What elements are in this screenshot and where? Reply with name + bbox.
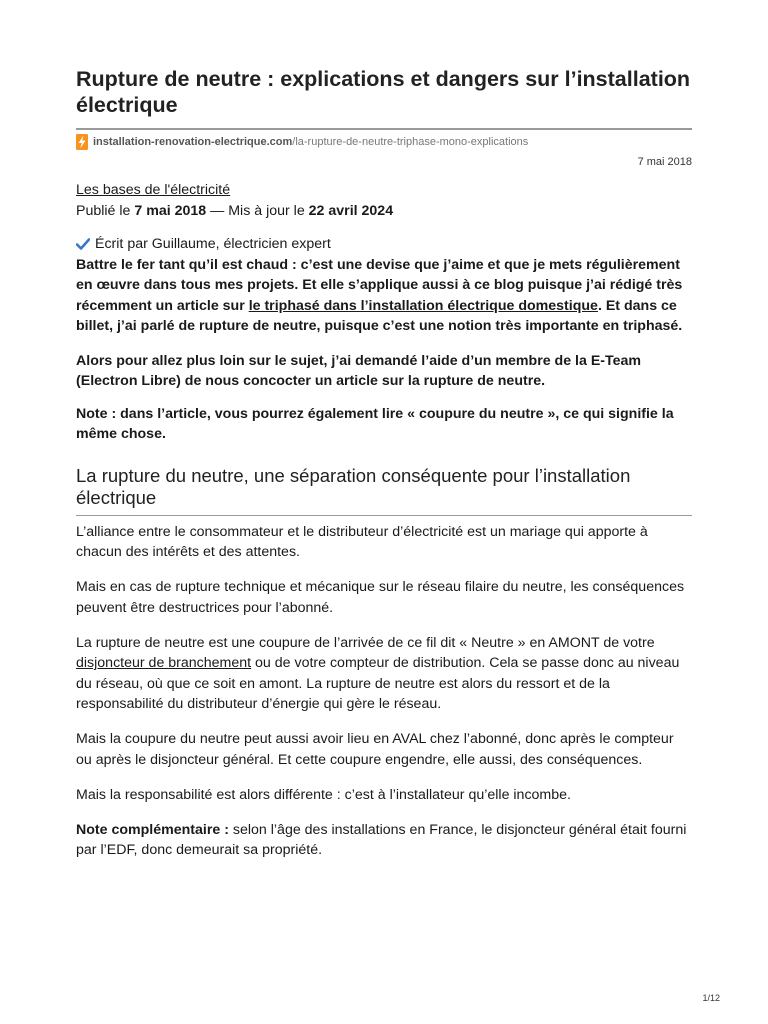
intro-text-b: . Et dans ce billet, j’ai parlé de rupture de neutre, puisque c’est une notion très importante en triphasé.: [76, 297, 683, 334]
paragraph-2: Mais en cas de rupture technique et mécanique sur le réseau filaire du neutre, les conséquences peuvent être destructrices pour l’abonné.: [76, 579, 685, 616]
author-text: Écrit par Guillaume, électricien expert: [95, 236, 331, 252]
title-divider: [76, 128, 692, 130]
intro-paragraph-2: Alors pour allez plus loin sur le sujet, j’ai demandé l’aide d’un membre de la E-Team (Electron Libre) de nous concocter un article sur la rupture de neutre.: [76, 352, 642, 389]
paragraph-4: Mais la coupure du neutre peut aussi avoir lieu en AVAL chez l’abonné, donc après le compteur ou après le disjoncteur général. Et cette coupure engendre, elle aussi, des conséquences.: [76, 731, 674, 768]
note-label: Note complémentaire :: [76, 821, 229, 838]
page-number: 1/12: [702, 993, 720, 1003]
lightning-logo-icon: [76, 134, 88, 150]
paragraph-3-text-a: La rupture de neutre est une coupure de l’arrivée de ce fil dit « Neutre » en AMONT de votre: [76, 634, 655, 651]
triphase-link[interactable]: le triphasé dans l’installation électrique domestique: [248, 297, 598, 314]
published-prefix: Publié le: [76, 202, 135, 219]
checkmark-icon: [76, 238, 90, 250]
section-heading: La rupture du neutre, une séparation conséquente pour l’installation électrique: [76, 464, 631, 508]
category-link-text[interactable]: Les bases de l'électricité: [76, 182, 231, 198]
updated-prefix: — Mis à jour le: [206, 202, 309, 219]
publish-info: [76, 201, 692, 222]
section-divider: [76, 515, 692, 516]
article-title: Rupture de neutre : explications et dangers sur l’installation électrique: [76, 67, 691, 117]
paragraph-1: L’alliance entre le consommateur et le distributeur d’électricité est un mariage qui apporte à chacun des intérêts et des attentes.: [76, 523, 648, 560]
document-page: [76, 66, 692, 875]
category-link: [76, 180, 692, 201]
paragraph-6: [76, 820, 692, 861]
paragraph-3-text-b: ou de votre compteur de distribution. Cela se passe donc au niveau du réseau, où que ce soit en amont. La rupture de neutre est alors du ressort et de la responsabilité du distributeur d’énergie qui gère le réseau.: [76, 655, 680, 712]
capture-date: 7 mai 2018: [637, 156, 692, 168]
intro-note: Note : dans l’article, vous pourrez également lire « coupure du neutre », ce qui signifie la même chose.: [76, 405, 674, 442]
paragraph-5: Mais la responsabilité est alors différente : c’est à l’installateur qu’elle incombe.: [76, 786, 571, 803]
note-text: selon l’âge des installations en France, le disjoncteur général était fourni par l’EDF, donc demeurait sa propriété.: [76, 821, 687, 858]
disjoncteur-link[interactable]: disjoncteur de branchement: [76, 655, 252, 671]
intro-section: [76, 255, 692, 445]
source-path[interactable]: /la-rupture-de-neutre-triphase-mono-explications: [292, 136, 529, 148]
author-line: [76, 234, 692, 255]
source-domain[interactable]: installation-renovation-electrique.com: [93, 136, 293, 148]
paragraph-3: [76, 633, 692, 715]
intro-paragraph-1: [76, 255, 692, 337]
intro-text-a: Battre le fer tant qu’il est chaud : c’est une devise que j’aime et que je mets régulièrement en œuvre dans tous mes projets. Et elle s’applique aussi à ce blog puisque j’ai rédigé très récemment un article sur: [76, 256, 683, 314]
article-body: [76, 522, 692, 861]
updated-date: 22 avril 2024: [308, 202, 394, 219]
published-date: 7 mai 2018: [134, 202, 207, 219]
source-url[interactable]: [76, 134, 692, 150]
